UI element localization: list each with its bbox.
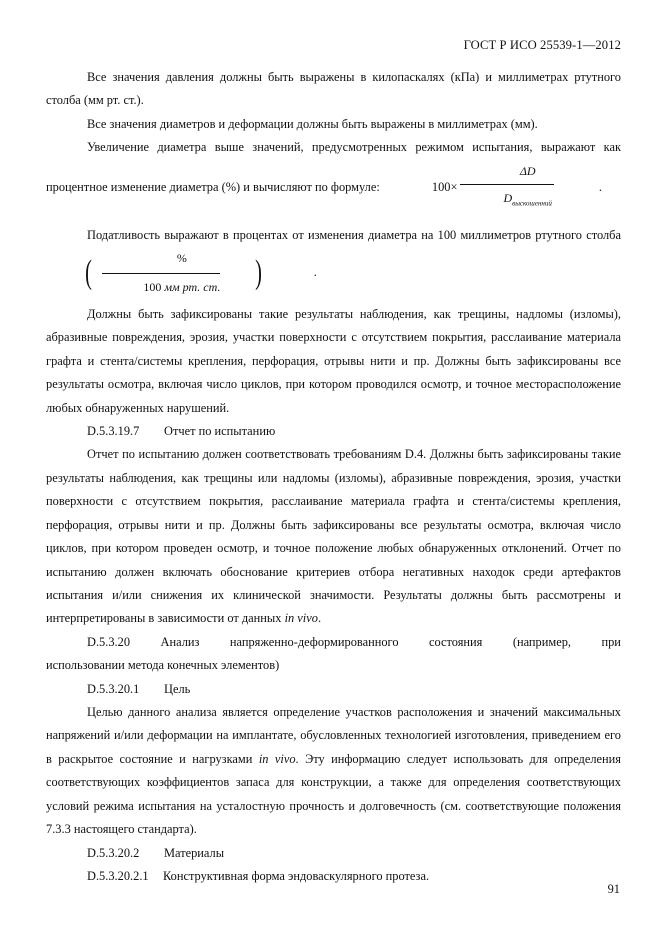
formula-suffix: . [313, 265, 317, 280]
section-heading-design [46, 865, 621, 888]
section-heading-materials [46, 841, 621, 864]
formula-denominator-subscript: выскошенний [512, 199, 552, 208]
paragraph-text: Податливость выражают в процентах от изменения диаметра на 100 миллиметров ртутного столба [87, 227, 621, 242]
italic-in-vivo: in vivo [284, 611, 318, 626]
formula-fraction [460, 160, 553, 216]
section-number: D.5.3.19.7 [87, 424, 140, 439]
section-title: Материалы [164, 845, 225, 860]
paragraph-test-report: Отчет по испытанию должен соответствовать требованиям D.4. Должны быть зафиксированы такие результаты наблюдения, как трещины или надломы (изломы), абразивные повреждения, эрозия, участки поверхности с отсутствием покрытия, расслаивание материала графта и стента/системы крепления, перфорация, отрывы нити и пр. Должны быть зафиксированы все результаты осмотра, включая число циклов, при котором проведен осмотр, и точное положение любых обнаруженных отклонений. Отчет по испытанию должен включать обоснование критериев отбора негативных находок среди артефактов испытания и/или снижения их клинической значимости. Результаты должны быть рассмотрены и интерпретированы в зависимости от данных in vivo. [46, 447, 621, 626]
formula-numerator: ΔD [519, 163, 536, 178]
italic-in-vivo: in vivo [258, 751, 296, 766]
section-number: D.5.3.20.2.1 [87, 868, 149, 883]
heading-word: Анализ [160, 634, 200, 649]
section-title: Конструктивная форма эндоваскулярного протеза. [163, 868, 430, 883]
section-title: Цель [164, 681, 191, 696]
section-heading-purpose [46, 678, 621, 701]
formula-suffix: . [598, 180, 602, 195]
formula-denominator: 100 мм рт. ст. [102, 273, 220, 299]
section-heading-continuation: использовании метода конечных элементов) [46, 658, 280, 673]
page-number: 91 [607, 882, 620, 896]
formula-denominator: $D_{выскошенний}$ [460, 184, 553, 216]
section-number: D.5.3.20.2 [87, 845, 140, 860]
paragraph-compliance [46, 224, 621, 299]
formula-compliance [50, 247, 317, 299]
paragraph-diameter-increase [46, 136, 621, 216]
formula-numerator: % [176, 251, 187, 266]
section-title: Отчет по испытанию [164, 424, 276, 439]
page-body [46, 66, 621, 888]
document-header: ГОСТ Р ИСО 25539-1—2012 [463, 38, 621, 52]
heading-word: состояния [428, 634, 483, 649]
formula-fraction [102, 247, 220, 299]
paragraph-purpose: Целью данного анализа является определение участков расположения и значений максимальных напряжений и/или деформации на имплантате, обусловленных технологией изготовления, приведением его в раскрытое состояние и нагрузками in vivo. Эту информацию следует использовать для определения соответствующих коэффициентов запаса для конструкции, а также для определения соответствующих условий режима испытания на усталостную прочность и долговечность (см. соответствующие положения 7.3.3 настоящего стандарта). [46, 704, 621, 836]
formula-left-paren: ( [85, 254, 92, 292]
formula-prefix: 100× [431, 180, 458, 195]
paragraph-text: Увеличение диаметра выше значений, предусмотренных режимом испытания, выражают как процентное изменение диаметра (%) и вычисляют по формуле: [46, 140, 621, 194]
section-number: D.5.3.20 [87, 634, 131, 649]
section-heading-test-report [46, 420, 621, 443]
section-heading-stress-analysis [46, 631, 621, 654]
paragraph-observations: Должны быть зафиксированы такие результаты наблюдения, как трещины, надломы (изломы), абразивные повреждения, эрозия, участки поверхности с отсутствием покрытия, расслаивание материала графта и стента/системы крепления, перфорация, отрывы нити и пр. Должны быть зафиксированы все результаты осмотра, включая число циклов, при котором проводился осмотр, и точное месторасположение любых обнаруженных нарушений. [46, 307, 621, 415]
heading-word: при [601, 634, 621, 649]
paragraph-diameter-units: Все значения диаметров и деформации должны быть выражены в миллиметрах (мм). [87, 116, 538, 131]
formula-right-paren: ) [255, 254, 263, 292]
heading-word: (например, [512, 634, 572, 649]
paragraph-pressure-units: Все значения давления должны быть выражены в килопаскалях (кПа) и миллиметрах ртутного столба (мм рт. ст.). [46, 70, 621, 108]
heading-word: напряженно-деформированного [229, 634, 399, 649]
formula-diameter-change [391, 160, 602, 216]
section-number: D.5.3.20.1 [87, 681, 140, 696]
